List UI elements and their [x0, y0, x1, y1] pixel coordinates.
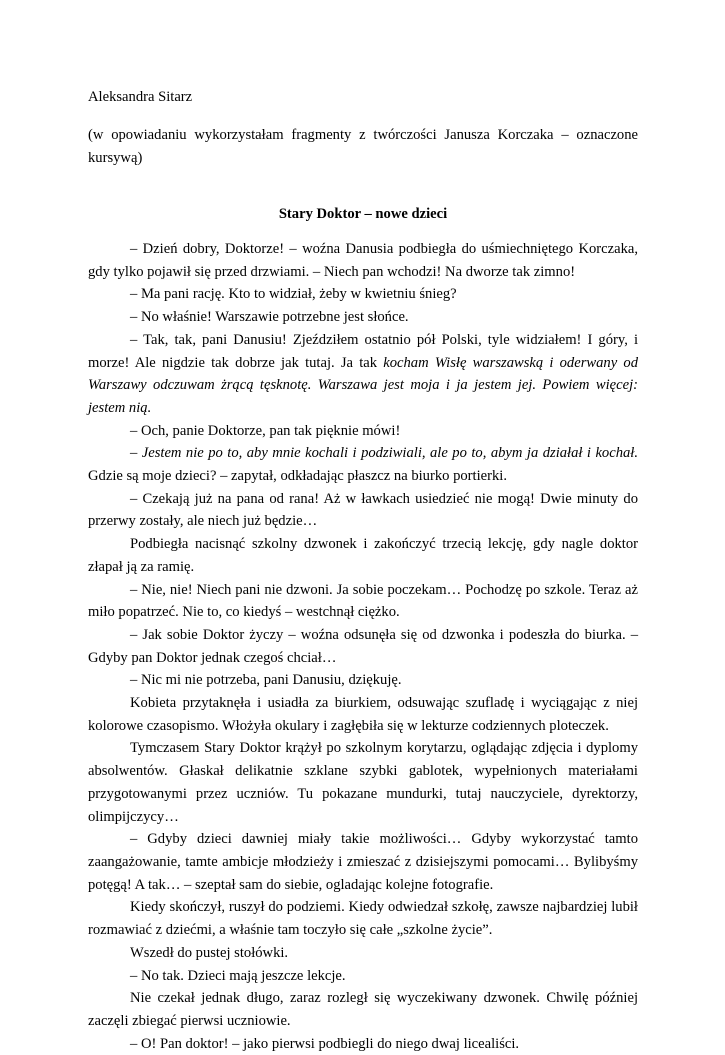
paragraph-text: Gdzie są moje dzieci? – zapytał, odkładając płaszcz na biurko portierki. [88, 468, 507, 485]
story-paragraph [88, 669, 638, 692]
italic-quote: Jestem nie po to, aby mnie kochali i podziwiali, ale po to, abym ja działał i kochał. [141, 445, 638, 462]
paragraph-text: – Och, panie Doktorze, pan tak pięknie mówi! [130, 422, 401, 439]
paragraph-text: – Jak sobie Doktor życzy – woźna odsunęła się od dzwonka i podeszła do biurka. – Gdyby pan Doktor jednak czegoś chciał… [88, 626, 638, 666]
story-title: Stary Doktor – nowe dzieci [278, 206, 448, 222]
story-paragraph [88, 737, 638, 828]
story-paragraph [88, 624, 638, 669]
paragraph-text: – Ma pani rację. Kto to widział, żeby w kwietniu śnieg? [130, 286, 457, 303]
paragraph-text: – Gdyby dzieci dawniej miały takie możliwości… Gdyby wykorzystać tamto zaangażowanie, tamte ambicje młodzieży i zmieszać z dzisiejszymi pomocami… Bylibyśmy potęgą! A tak… – szeptał sam do siebie, ogladając kolejne fotografie. [88, 831, 638, 893]
paragraph-text: – O! Pan doktor! – jako pierwsi podbiegli do niego dwaj licealiści. [130, 1035, 520, 1052]
paragraph-text: – Tak, tak, pani Danusiu! Zjeździłem ostatnio pół Polski, tyle widziałem! I góry, i morze! Ale nigdzie tak dobrze jak tutaj. Ja tak [88, 331, 638, 371]
paragraph-text: – Czekają już na pana od rana! Aż w ławkach usiedzieć nie mogą! Dwie minuty do przerwy zostały, ale niech już będzie… [88, 490, 638, 530]
story-paragraph [88, 987, 638, 1032]
story-paragraph [88, 579, 638, 624]
story-paragraph [88, 329, 638, 420]
story-paragraph [88, 692, 638, 737]
paragraph-text: Kiedy skończył, ruszył do podziemi. Kiedy odwiedzał szkołę, zawsze najbardziej lubił rozmawiać z dziećmi, a właśnie tam toczyło się całe „szkolne życie”. [88, 899, 638, 939]
paragraph-text: Nie czekał jednak długo, zaraz rozległ się wyczekiwany dzwonek. Chwilę później zaczęli zbiegać pierwsi uczniowie. [88, 990, 638, 1029]
paragraph-text: – Nic mi nie potrzeba, pani Danusiu, dziękuję. [130, 672, 402, 689]
paragraph-text: – [130, 445, 142, 462]
paragraph-text: Podbiegła nacisnąć szkolny dzwonek i zakończyć trzecią lekcję, gdy nagle doktor złapał ją za ramię. [88, 536, 638, 575]
story-paragraph [88, 442, 638, 487]
paragraph-text: Kobieta przytaknęła i usiadła za biurkiem, odsuwając szufladę i wyciągając z niej kolorowe czasopismo. Włożyła okulary i zagłębiła się w lekturze codziennych ploteczek. [88, 695, 638, 734]
story-paragraph [88, 238, 638, 283]
italic-quote: kocham Wisłę warszawską i oderwany od Warszawy odczuwam żrącą tęsknotę. Warszawa jest moja i ja jestem jej. Powiem więcej: jestem nią. [88, 354, 638, 416]
paragraph-text: – Nie, nie! Niech pani nie dzwoni. Ja sobie poczekam… Pochodzę po szkole. Teraz aż miło popatrzeć. Nie to, co kiedyś – westchnął ciężko. [88, 581, 638, 621]
story-body [88, 238, 638, 1055]
paragraph-text: – Dzień dobry, Doktorze! – woźna Danusia podbiegła do uśmiechniętego Korczaka, gdy tylko pojawił się przed drzwiami. – Niech pan wchodzi! Na dworze tak zimno! [88, 241, 638, 280]
paragraph-text: – No tak. Dzieci mają jeszcze lekcje. [130, 967, 346, 984]
story-paragraph [88, 1033, 638, 1055]
paragraph-text: Wszedł do pustej stołówki. [130, 944, 289, 961]
story-paragraph [88, 828, 638, 896]
story-paragraph [88, 488, 638, 533]
paragraph-text: Tymczasem Stary Doktor krążył po szkolnym korytarzu, oglądając zdjęcia i dyplomy absolwentów. Głaskał delikatnie szklane szybki gablotek, wypełnionych materiałami przygotowanymi przez uczniów. Tu pokazane mundurki, tutaj nauczyciele, dyrektorzy, olimpijczycy… [88, 740, 638, 825]
story-paragraph [88, 283, 638, 306]
story-paragraph [88, 306, 638, 329]
story-paragraph [88, 420, 638, 443]
author-note: (w opowiadaniu wykorzystałam fragmenty z twórczości Janusza Korczaka – oznaczone kursywą) [88, 127, 638, 166]
paragraph-text: – No właśnie! Warszawie potrzebne jest słońce. [130, 309, 409, 326]
story-paragraph [88, 533, 638, 578]
story-paragraph [88, 965, 638, 988]
story-paragraph [88, 896, 638, 941]
author-name: Aleksandra Sitarz [88, 89, 193, 105]
story-paragraph [88, 942, 638, 965]
